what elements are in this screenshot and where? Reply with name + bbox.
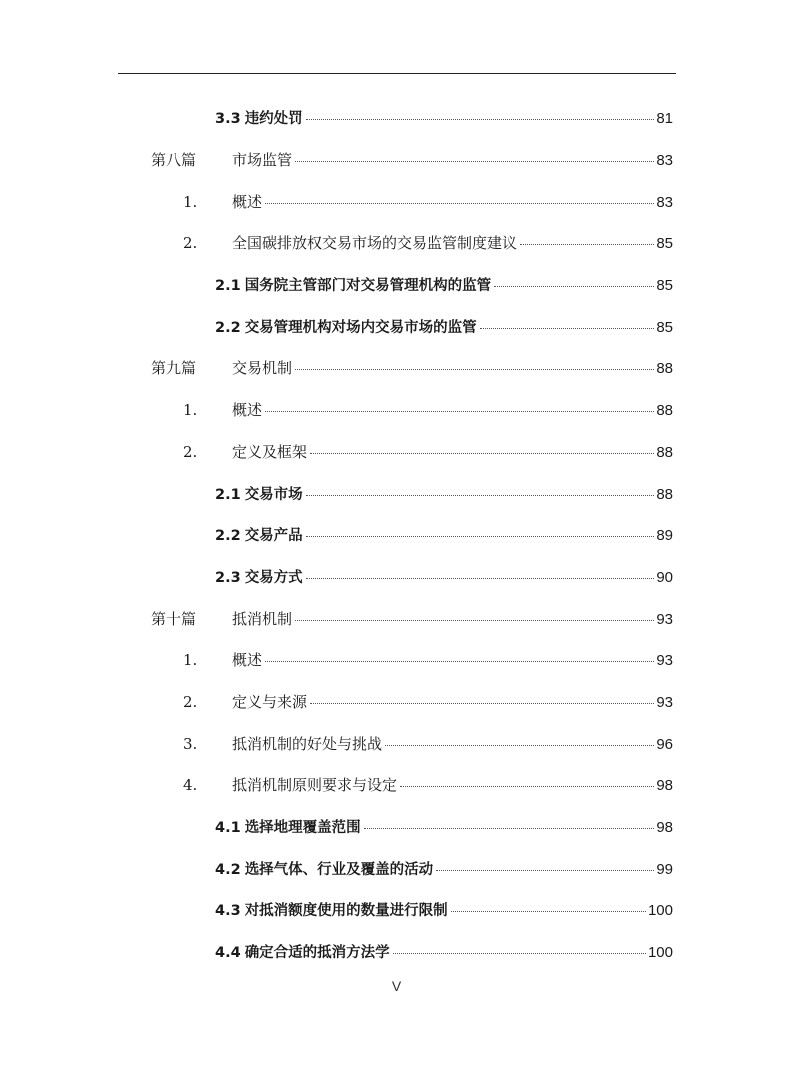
toc-entry-page: 81 xyxy=(656,110,673,128)
toc-entry-page: 99 xyxy=(656,860,673,878)
toc-entry-line xyxy=(215,816,673,837)
toc-entry-page: 88 xyxy=(656,443,673,461)
toc-entry[interactable] xyxy=(0,722,793,764)
toc-entry-line xyxy=(183,649,673,670)
toc-entry-title: 违约处罚 xyxy=(244,111,303,128)
toc-entry-page: 98 xyxy=(656,819,673,837)
dot-leader xyxy=(306,495,655,496)
toc-entry[interactable] xyxy=(0,847,793,889)
toc-entry-number: 4. xyxy=(183,776,198,795)
dot-leader xyxy=(295,161,654,162)
toc-entry[interactable] xyxy=(0,389,793,431)
toc-entry-line xyxy=(215,107,673,128)
toc-entry-number: 2. xyxy=(183,692,198,711)
toc-entry-page: 93 xyxy=(656,652,673,670)
toc-entry-title: 选择地理覆盖范围 xyxy=(244,820,361,837)
toc-entry-number: 2.2 xyxy=(215,528,241,545)
dot-leader xyxy=(393,953,646,954)
toc-entry-title: 定义及框架 xyxy=(232,442,308,461)
toc-entry-title: 交易方式 xyxy=(244,569,303,586)
toc-entry-title: 全国碳排放权交易市场的交易监管制度建议 xyxy=(232,234,518,253)
toc-entry-line xyxy=(151,608,673,629)
toc-entry-line xyxy=(183,441,673,462)
dot-leader xyxy=(295,620,654,621)
toc-entry-line xyxy=(183,733,673,754)
toc-entry[interactable] xyxy=(0,97,793,139)
toc-entry-line xyxy=(215,858,673,879)
toc-entry[interactable] xyxy=(0,180,793,222)
toc-entry-number: 4.1 xyxy=(215,820,241,837)
toc-entry[interactable] xyxy=(0,347,793,389)
toc-entry-title: 抵消机制的好处与挑战 xyxy=(232,734,383,753)
toc-entry-title: 选择气体、行业及覆盖的活动 xyxy=(244,861,434,878)
toc-entry-page: 96 xyxy=(656,735,673,753)
toc-entry-page: 83 xyxy=(656,193,673,211)
toc-entry-line xyxy=(215,274,673,295)
toc-entry-number: 第十篇 xyxy=(151,609,197,628)
dot-leader xyxy=(306,536,655,537)
dot-leader xyxy=(451,911,646,912)
toc-entry-line xyxy=(151,149,673,170)
toc-entry-page: 98 xyxy=(656,777,673,795)
toc-entry-title: 交易机制 xyxy=(232,359,293,378)
toc-entry-line xyxy=(183,774,673,795)
toc-entry-page: 88 xyxy=(656,485,673,503)
toc-entry-number: 1. xyxy=(183,192,198,211)
toc-entry[interactable] xyxy=(0,222,793,264)
toc-entry-line xyxy=(183,191,673,212)
toc-entry-number: 2.1 xyxy=(215,278,241,295)
toc-entry[interactable] xyxy=(0,806,793,848)
dot-leader xyxy=(265,411,654,412)
toc-entry-title: 国务院主管部门对交易管理机构的监管 xyxy=(244,278,492,295)
toc-entry-number: 3.3 xyxy=(215,111,241,128)
dot-leader xyxy=(310,453,654,454)
toc-entry-number: 4.4 xyxy=(215,945,241,962)
toc-entry-line xyxy=(151,357,673,378)
toc-entry-line xyxy=(215,941,673,962)
dot-leader xyxy=(295,369,654,370)
table-of-contents xyxy=(0,97,793,972)
toc-entry[interactable] xyxy=(0,431,793,473)
toc-entry-number: 4.2 xyxy=(215,861,241,878)
toc-entry[interactable] xyxy=(0,472,793,514)
toc-entry-number: 2.2 xyxy=(215,319,241,336)
toc-entry-title: 概述 xyxy=(232,651,263,670)
dot-leader xyxy=(306,578,655,579)
toc-entry[interactable] xyxy=(0,681,793,723)
toc-entry-title: 交易产品 xyxy=(244,528,303,545)
dot-leader xyxy=(520,244,654,245)
toc-entry[interactable] xyxy=(0,556,793,598)
dot-leader xyxy=(364,828,655,829)
toc-entry-page: 83 xyxy=(656,152,673,170)
toc-entry-page: 88 xyxy=(656,402,673,420)
toc-entry-title: 抵消机制原则要求与设定 xyxy=(232,776,398,795)
toc-entry-line xyxy=(215,566,673,587)
toc-entry-number: 2. xyxy=(183,442,198,461)
toc-entry-line xyxy=(183,232,673,253)
toc-entry-title: 交易管理机构对场内交易市场的监管 xyxy=(244,319,477,336)
toc-entry-number: 2. xyxy=(183,234,198,253)
header-rule xyxy=(118,73,676,74)
toc-entry-page: 85 xyxy=(656,318,673,336)
toc-entry[interactable] xyxy=(0,889,793,931)
toc-entry-page: 100 xyxy=(647,944,673,962)
dot-leader xyxy=(400,786,654,787)
toc-entry[interactable] xyxy=(0,764,793,806)
toc-entry-number: 1. xyxy=(183,651,198,670)
toc-entry[interactable] xyxy=(0,305,793,347)
toc-entry-page: 100 xyxy=(647,902,673,920)
dot-leader xyxy=(265,661,654,662)
footer-page-number: V xyxy=(391,978,402,994)
toc-entry-page: 85 xyxy=(656,235,673,253)
dot-leader xyxy=(494,286,654,287)
toc-entry-page: 93 xyxy=(656,610,673,628)
toc-entry-line xyxy=(215,899,673,920)
toc-entry-line xyxy=(183,691,673,712)
toc-entry-number: 3. xyxy=(183,734,198,753)
dot-leader xyxy=(480,328,655,329)
toc-entry-number: 第九篇 xyxy=(151,359,197,378)
toc-entry-page: 85 xyxy=(656,277,673,295)
toc-entry-title: 市场监管 xyxy=(232,151,293,170)
toc-entry-line xyxy=(183,399,673,420)
toc-entry-number: 第八篇 xyxy=(151,151,197,170)
toc-entry-title: 对抵消额度使用的数量进行限制 xyxy=(244,903,448,920)
toc-entry[interactable] xyxy=(0,139,793,181)
toc-entry-title: 概述 xyxy=(232,401,263,420)
toc-entry[interactable] xyxy=(0,931,793,973)
toc-entry-number: 2.3 xyxy=(215,569,241,586)
toc-entry[interactable] xyxy=(0,597,793,639)
toc-entry-page: 90 xyxy=(656,568,673,586)
toc-entry-line xyxy=(215,483,673,504)
toc-entry[interactable] xyxy=(0,264,793,306)
dot-leader xyxy=(385,745,654,746)
toc-entry-line xyxy=(215,524,673,545)
toc-entry-title: 概述 xyxy=(232,192,263,211)
toc-entry[interactable] xyxy=(0,639,793,681)
toc-entry-number: 2.1 xyxy=(215,486,241,503)
toc-entry-title: 定义与来源 xyxy=(232,692,308,711)
toc-entry-page: 89 xyxy=(656,527,673,545)
dot-leader xyxy=(310,703,654,704)
toc-entry-title: 确定合适的抵消方法学 xyxy=(244,945,390,962)
dot-leader xyxy=(436,870,654,871)
toc-entry-line xyxy=(215,316,673,337)
toc-entry-page: 88 xyxy=(656,360,673,378)
toc-entry-number: 1. xyxy=(183,401,198,420)
dot-leader xyxy=(306,119,655,120)
dot-leader xyxy=(265,203,654,204)
toc-entry-title: 交易市场 xyxy=(244,486,303,503)
toc-entry-title: 抵消机制 xyxy=(232,609,293,628)
toc-entry[interactable] xyxy=(0,514,793,556)
toc-entry-number: 4.3 xyxy=(215,903,241,920)
toc-entry-page: 93 xyxy=(656,693,673,711)
